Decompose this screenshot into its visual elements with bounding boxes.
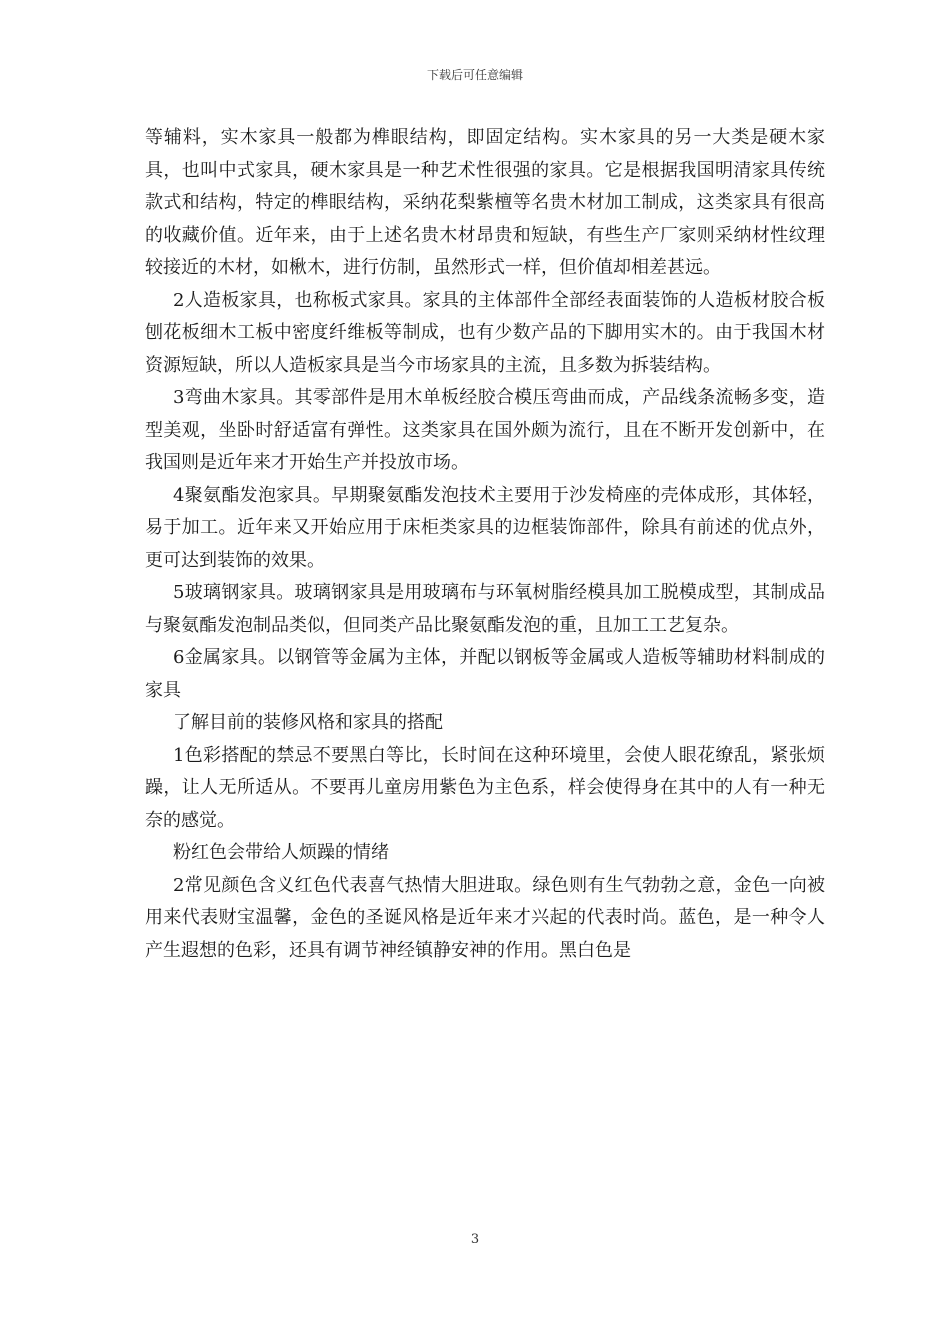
paragraph-pink-note: 粉红色会带给人烦躁的情绪 xyxy=(173,842,389,863)
page-header: 下载后可任意编辑 xyxy=(426,68,523,82)
paragraph-metal-furniture: 6金属家具。以钢管等金属为主体，并配以钢板等金属或人造板等辅助材料制成的家具 xyxy=(145,647,825,701)
paragraph-panel-furniture: 2人造板家具，也称板式家具。家具的主体部件全部经表面装饰的人造板材胶合板刨花板细木工板中密度纤维板等制成，也有少数产品的下脚用实木的。由于我国木材资源短缺，所以人造板家具是当今市场家具的主流，且多数为拆装结构。 xyxy=(145,289,825,376)
document-body xyxy=(145,122,825,967)
paragraph-polyurethane-furniture: 4聚氨酯发泡家具。早期聚氨酯发泡技术主要用于沙发椅座的壳体成形，其体轻，易于加工。近年来又开始应用于床柜类家具的边框装饰部件，除具有前述的优点外，更可达到装饰的效果。 xyxy=(145,484,825,571)
paragraph-bentwood-furniture: 3弯曲木家具。其零部件是用木单板经胶合模压弯曲而成，产品线条流畅多变，造型美观，坐卧时舒适富有弹性。这类家具在国外颇为流行，且在不断开发创新中，在我国则是近年来才开始生产并投放市场。 xyxy=(145,387,825,473)
paragraph-color-taboos: 1色彩搭配的禁忌不要黑白等比，长时间在这种环境里，会使人眼花缭乱，紧张烦躁，让人无所适从。不要再儿童房用紫色为主色系，样会使得身在其中的人有一种无奈的感觉。 xyxy=(145,744,825,831)
paragraph-fiberglass-furniture: 5玻璃钢家具。玻璃钢家具是用玻璃布与环氧树脂经模具加工脱模成型，其制成品与聚氨酯发泡制品类似，但同类产品比聚氨酯发泡的重，且加工工艺复杂。 xyxy=(145,582,825,636)
paragraph-solid-wood-continued: 等辅料，实木家具一般都为榫眼结构，即固定结构。实木家具的另一大类是硬木家具，也叫中式家具，硬木家具是一种艺术性很强的家具。它是根据我国明清家具传统款式和结构，特定的榫眼结构，采纳花梨紫檀等名贵木材加工制成，这类家具有很高的收藏价值。近年来，由于上述名贵木材昂贵和短缺，有些生产厂家则采纳材性纹理较接近的木材，如楸木，进行仿制，虽然形式一样，但价值却相差甚远。 xyxy=(145,127,825,278)
page-number: 3 xyxy=(470,1232,480,1247)
paragraph-decor-style-heading: 了解目前的装修风格和家具的搭配 xyxy=(173,712,443,733)
paragraph-color-meanings: 2常见颜色含义红色代表喜气热情大胆进取。绿色则有生气勃勃之意，金色一向被用来代表财宝温馨，金色的圣诞风格是近年来才兴起的代表时尚。蓝色，是一种令人产生遐想的色彩，还具有调节神经镇静安神的作用。黑白色是 xyxy=(145,874,825,961)
